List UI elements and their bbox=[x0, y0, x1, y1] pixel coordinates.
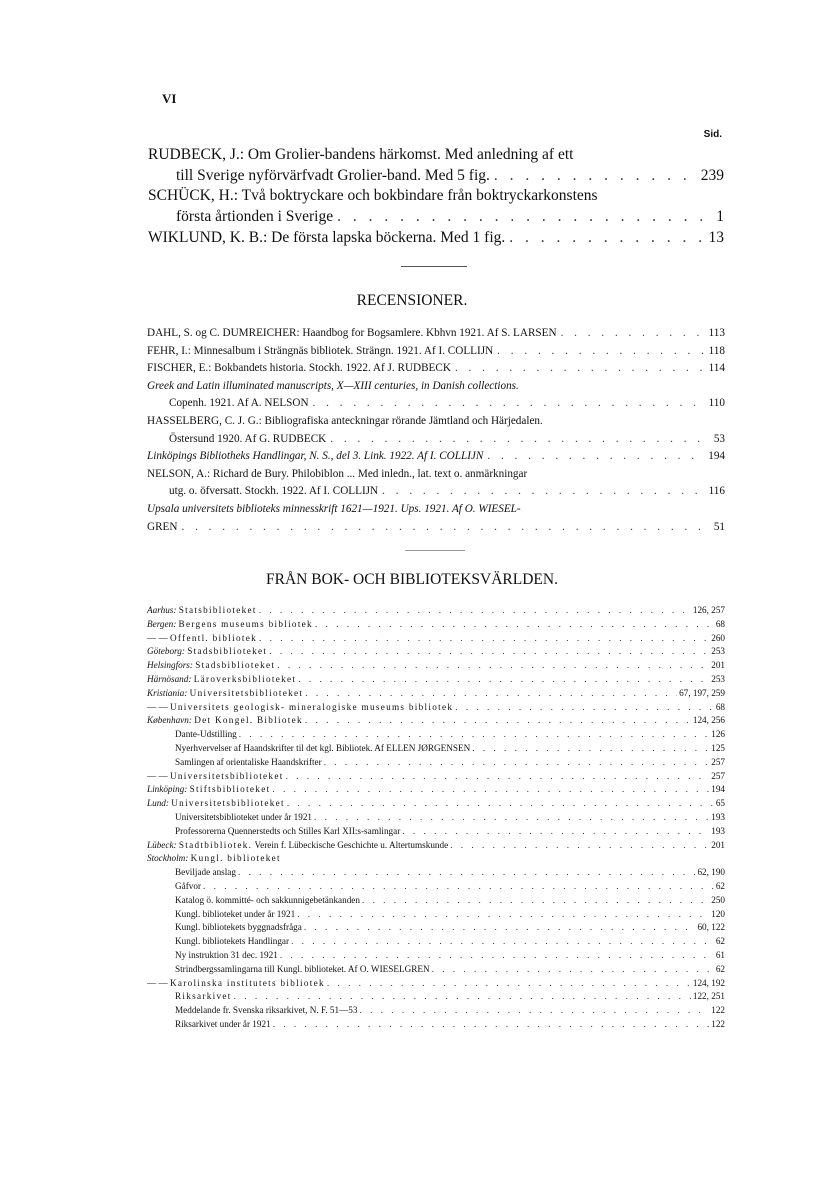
article-entry bbox=[148, 144, 724, 186]
review-page: 51 bbox=[713, 520, 725, 533]
leader-dots bbox=[291, 935, 714, 949]
list-item bbox=[147, 852, 725, 866]
leader-dots bbox=[305, 714, 691, 728]
article-entry bbox=[148, 227, 724, 248]
entry-page: 62 bbox=[715, 936, 725, 947]
entry-page: 120 bbox=[711, 908, 725, 919]
library-name: Stadsbiblioteket bbox=[195, 660, 276, 671]
review-entry-cont bbox=[147, 483, 725, 501]
review-entry bbox=[147, 325, 725, 343]
library-name: Universitets geologisk- mineralogiske museums bibliotek bbox=[169, 701, 454, 712]
review-entry bbox=[147, 343, 725, 361]
library-name: Riksarkivet bbox=[175, 991, 232, 1002]
library-name: Stiftsbiblioteket bbox=[189, 784, 271, 795]
leader-dots bbox=[455, 360, 705, 378]
review-page: 114 bbox=[708, 362, 725, 375]
subentry-text: Samlingen af orientaliske Haandskrifter bbox=[175, 756, 322, 767]
list-subitem bbox=[147, 880, 725, 894]
list-item bbox=[147, 714, 725, 728]
place: Linköping: bbox=[147, 784, 188, 795]
leader-dots bbox=[313, 395, 705, 413]
leader-dots bbox=[509, 227, 704, 248]
subentry-text: Beviljade anslag bbox=[175, 867, 236, 878]
subentry-text: Strindbergssamlingarna till Kungl. biblioteket. Af O. WIESELGREN bbox=[175, 963, 430, 974]
fran-list bbox=[147, 604, 725, 1032]
leader-dots bbox=[305, 687, 677, 701]
list-subitem bbox=[147, 728, 725, 742]
entry-page: 122, 251 bbox=[692, 991, 725, 1002]
entry-page: 126 bbox=[711, 729, 725, 740]
entry-page: 61 bbox=[715, 949, 725, 960]
list-item bbox=[147, 673, 725, 687]
subentry-text: Riksarkivet under år 1921 bbox=[175, 1018, 271, 1029]
subentry-text: Ny instruktion 31 dec. 1921 bbox=[175, 949, 278, 960]
leader-dots bbox=[315, 618, 714, 632]
list-item bbox=[147, 701, 725, 715]
place: Lübeck: bbox=[147, 839, 177, 850]
article-page: 1 bbox=[716, 208, 724, 225]
review-text-cont: GREN bbox=[147, 520, 178, 533]
list-subitem bbox=[147, 756, 725, 770]
leader-dots bbox=[273, 1018, 710, 1032]
list-item bbox=[147, 977, 725, 991]
review-page: 118 bbox=[708, 344, 725, 357]
entry-page: 124, 256 bbox=[692, 715, 725, 726]
leader-dots bbox=[287, 797, 714, 811]
leader-dots bbox=[359, 1004, 709, 1018]
list-subitem bbox=[147, 894, 725, 908]
subentry-text: Nyerhvervelser af Haandskrifter til det kgl. Bibliotek. Af ELLEN JØRGENSEN bbox=[175, 742, 471, 753]
list-subitem bbox=[147, 1004, 725, 1018]
entry-page: 125 bbox=[711, 742, 725, 753]
leader-dots bbox=[272, 783, 709, 797]
section-divider bbox=[401, 266, 467, 267]
library-name: Kungl. biblioteket bbox=[190, 853, 281, 864]
review-entry bbox=[147, 448, 725, 466]
leader-dots bbox=[402, 825, 709, 839]
entry-page: 62, 190 bbox=[697, 867, 725, 878]
library-extra: Verein f. Lübeckische Geschichte u. Altertumskunde bbox=[254, 839, 449, 850]
entry-page: 193 bbox=[711, 811, 725, 822]
review-entry bbox=[147, 466, 725, 484]
list-item bbox=[147, 632, 725, 646]
library-name: Läroverksbiblioteket bbox=[193, 673, 297, 684]
article-title-line: WIKLUND, K. B.: De första lapska böckerna. Med 1 fig. bbox=[148, 229, 506, 246]
list-item bbox=[147, 687, 725, 701]
place: Helsingfors: bbox=[147, 660, 193, 671]
leader-dots bbox=[324, 756, 710, 770]
leader-dots bbox=[362, 894, 709, 908]
page-number: VI bbox=[162, 91, 177, 106]
leader-dots bbox=[432, 963, 714, 977]
leader-dots bbox=[494, 165, 697, 186]
review-text-cont: Östersund 1920. Af G. RUDBECK bbox=[169, 432, 327, 445]
entry-page: 194 bbox=[711, 784, 725, 795]
review-page: 113 bbox=[708, 327, 725, 339]
place: Kristiania: bbox=[147, 687, 188, 698]
library-name: Bergens museums bibliotek bbox=[178, 618, 313, 629]
article-title-cont: första årtionden i Sverige bbox=[176, 208, 334, 225]
leader-dots bbox=[277, 659, 709, 673]
entry-page: 253 bbox=[711, 673, 725, 684]
review-text: FEHR, I.: Minnesalbum i Strängnäs bibliotek. Strängn. 1921. Af I. COLLIJN bbox=[147, 344, 494, 357]
leader-dots bbox=[327, 977, 691, 991]
list-subitem bbox=[147, 963, 725, 977]
review-text: HASSELBERG, C. J. G.: Bibliografiska anteckningar rörande Jämtland och Härjedalen. bbox=[147, 414, 543, 427]
leader-dots bbox=[304, 921, 696, 935]
entry-page: 60, 122 bbox=[697, 922, 725, 933]
place: — — bbox=[147, 770, 168, 781]
list-item bbox=[147, 659, 725, 673]
entry-page: 260 bbox=[711, 632, 725, 643]
place: Bergen: bbox=[147, 618, 177, 629]
entry-page: 67, 197, 259 bbox=[679, 687, 725, 698]
review-entry-cont bbox=[147, 431, 725, 449]
review-entry-cont bbox=[147, 519, 725, 537]
section-heading-recensioner: RECENSIONER. bbox=[356, 292, 468, 309]
review-text: NELSON, A.: Richard de Bury. Philobiblon ... Med inledn., lat. text o. anmärkningar bbox=[147, 467, 528, 480]
subentry-text: Kungl. biblioteket under år 1921 bbox=[175, 908, 296, 919]
list-item bbox=[147, 770, 725, 784]
list-subitem bbox=[147, 921, 725, 935]
leader-dots bbox=[259, 604, 691, 618]
entry-page: 193 bbox=[711, 825, 725, 836]
review-entry bbox=[147, 360, 725, 378]
library-name: Stadsbiblioteket bbox=[187, 646, 268, 657]
leader-dots bbox=[330, 431, 710, 449]
section-divider bbox=[405, 550, 465, 551]
leader-dots bbox=[238, 866, 695, 880]
place: — — bbox=[147, 701, 168, 712]
leader-dots bbox=[286, 770, 710, 784]
leader-dots bbox=[203, 880, 714, 894]
leader-dots bbox=[259, 632, 709, 646]
leader-dots bbox=[337, 206, 712, 227]
leader-dots bbox=[181, 519, 709, 537]
article-page: 239 bbox=[700, 167, 724, 184]
place: København: bbox=[147, 715, 192, 726]
entry-page: 68 bbox=[715, 701, 725, 712]
page-column-label: Sid. bbox=[703, 129, 722, 140]
place: Göteborg: bbox=[147, 646, 185, 657]
entry-page: 257 bbox=[711, 770, 725, 781]
review-entry-cont bbox=[147, 395, 725, 413]
entry-page: 201 bbox=[711, 660, 725, 671]
list-subitem bbox=[147, 949, 725, 963]
review-text: FISCHER, E.: Bokbandets historia. Stockh. 1922. Af J. RUDBECK bbox=[147, 362, 451, 375]
review-text: DAHL, S. og C. DUMREICHER: Haandbog for Bogsamlere. Kbhvn 1921. Af S. LARSEN bbox=[147, 327, 557, 339]
list-subitem bbox=[147, 1018, 725, 1032]
entry-page: 62 bbox=[715, 880, 725, 891]
leader-dots bbox=[487, 448, 704, 466]
leader-dots bbox=[382, 483, 705, 501]
list-subitem bbox=[147, 811, 725, 825]
subentry-text: Katalog ö. kommitté- och sakkunnigebetänkanden bbox=[175, 894, 360, 905]
review-entry bbox=[147, 501, 725, 519]
list-subitem bbox=[147, 935, 725, 949]
subentry-text: Universitetsbiblioteket under år 1921 bbox=[175, 811, 313, 822]
review-page: 53 bbox=[713, 432, 725, 445]
entry-page: 253 bbox=[711, 646, 725, 657]
leader-dots bbox=[280, 949, 714, 963]
entry-page: 122 bbox=[711, 1018, 725, 1029]
article-title-line: SCHÜCK, H.: Två boktryckare och bokbindare från boktryckarkonstens bbox=[148, 187, 598, 204]
leader-dots bbox=[269, 645, 709, 659]
subentry-text: Professorerna Quennerstedts och Stilles Karl XII:s-samlingar bbox=[175, 825, 401, 836]
list-item bbox=[147, 604, 725, 618]
list-item bbox=[147, 797, 725, 811]
subentry-text: Dante-Udstilling bbox=[175, 729, 237, 740]
leader-dots bbox=[450, 839, 709, 853]
list-item bbox=[147, 618, 725, 632]
leader-dots bbox=[297, 908, 709, 922]
review-entry bbox=[147, 413, 725, 431]
library-name: Universitetsbiblioteket bbox=[171, 798, 285, 809]
list-subitem bbox=[147, 742, 725, 756]
review-text: Upsala universitets biblioteks minnesskrift 1621—1921. Ups. 1921. Af O. WIESEL- bbox=[147, 502, 521, 515]
library-name: Offentl. bibliotek bbox=[169, 632, 257, 643]
review-text-cont: utg. o. öfversatt. Stockh. 1922. Af I. COLLIJN bbox=[169, 485, 379, 498]
subentry-text: Kungl. bibliotekets Handlingar bbox=[175, 936, 290, 947]
subentry-text: Meddelande fr. Svenska riksarkivet, N. F. 51—53 bbox=[175, 1005, 358, 1016]
review-page: 116 bbox=[708, 485, 725, 498]
place: — — bbox=[147, 977, 168, 988]
place: — — bbox=[147, 632, 168, 643]
entry-page: 124, 192 bbox=[692, 977, 725, 988]
subentry-text: Gåfvor bbox=[175, 880, 202, 891]
section-heading-fran: FRÅN BOK- OCH BIBLIOTEKSVÄRLDEN. bbox=[266, 571, 558, 588]
list-subitem bbox=[147, 825, 725, 839]
entry-page: 257 bbox=[711, 756, 725, 767]
recensioner-list bbox=[147, 325, 725, 536]
article-title-line: RUDBECK, J.: Om Grolier-bandens härkomst. Med anledning af ett bbox=[148, 146, 574, 163]
library-name: Karolinska institutets bibliotek bbox=[169, 977, 325, 988]
leader-dots bbox=[314, 811, 709, 825]
list-item bbox=[147, 783, 725, 797]
subentry-text: Kungl. bibliotekets byggnadsfråga bbox=[175, 922, 302, 933]
list-item bbox=[147, 990, 725, 1004]
entry-page: 62 bbox=[715, 963, 725, 974]
leader-dots bbox=[234, 990, 691, 1004]
article-entry bbox=[148, 185, 724, 227]
leader-dots bbox=[472, 742, 709, 756]
place: Härnösand: bbox=[147, 673, 192, 684]
review-text: Linköpings Bibliotheks Handlingar, N. S., del 3. Link. 1922. Af I. COLLIJN bbox=[147, 450, 484, 463]
review-text-cont: Copenh. 1921. Af A. NELSON bbox=[169, 397, 309, 410]
place: Aarhus: bbox=[147, 605, 177, 615]
review-page: 110 bbox=[708, 397, 725, 410]
leader-dots bbox=[298, 673, 709, 687]
leader-dots bbox=[239, 728, 709, 742]
place: Lund: bbox=[147, 798, 169, 809]
review-page: 194 bbox=[708, 450, 725, 463]
place: Stockholm: bbox=[147, 853, 189, 864]
list-subitem bbox=[147, 908, 725, 922]
entry-page: 250 bbox=[711, 894, 725, 905]
entry-page: 122 bbox=[711, 1005, 725, 1016]
review-text: Greek and Latin illuminated manuscripts, X—XIII centuries, in Danish collections. bbox=[147, 379, 519, 392]
list-item bbox=[147, 645, 725, 659]
leader-dots bbox=[455, 701, 714, 715]
library-name: Universitetsbiblioteket bbox=[189, 687, 304, 698]
entry-page: 68 bbox=[715, 618, 725, 629]
leader-dots bbox=[561, 325, 705, 343]
library-name: Stadtbibliotek. bbox=[178, 839, 253, 850]
library-name: Statsbiblioteket bbox=[178, 605, 257, 615]
article-page: 13 bbox=[708, 229, 724, 246]
entry-page: 201 bbox=[711, 839, 725, 850]
article-title-cont: till Sverige nyförvärfvadt Grolier-band. Med 5 fig. bbox=[176, 167, 490, 184]
list-subitem bbox=[147, 866, 725, 880]
entry-page: 65 bbox=[715, 798, 725, 809]
library-name: Det Kongel. Bibliotek bbox=[194, 715, 303, 726]
list-item bbox=[147, 839, 725, 853]
leader-dots bbox=[497, 343, 704, 361]
entry-page: 126, 257 bbox=[692, 605, 725, 615]
review-entry bbox=[147, 378, 725, 396]
library-name: Universitetsbiblioteket bbox=[169, 770, 284, 781]
